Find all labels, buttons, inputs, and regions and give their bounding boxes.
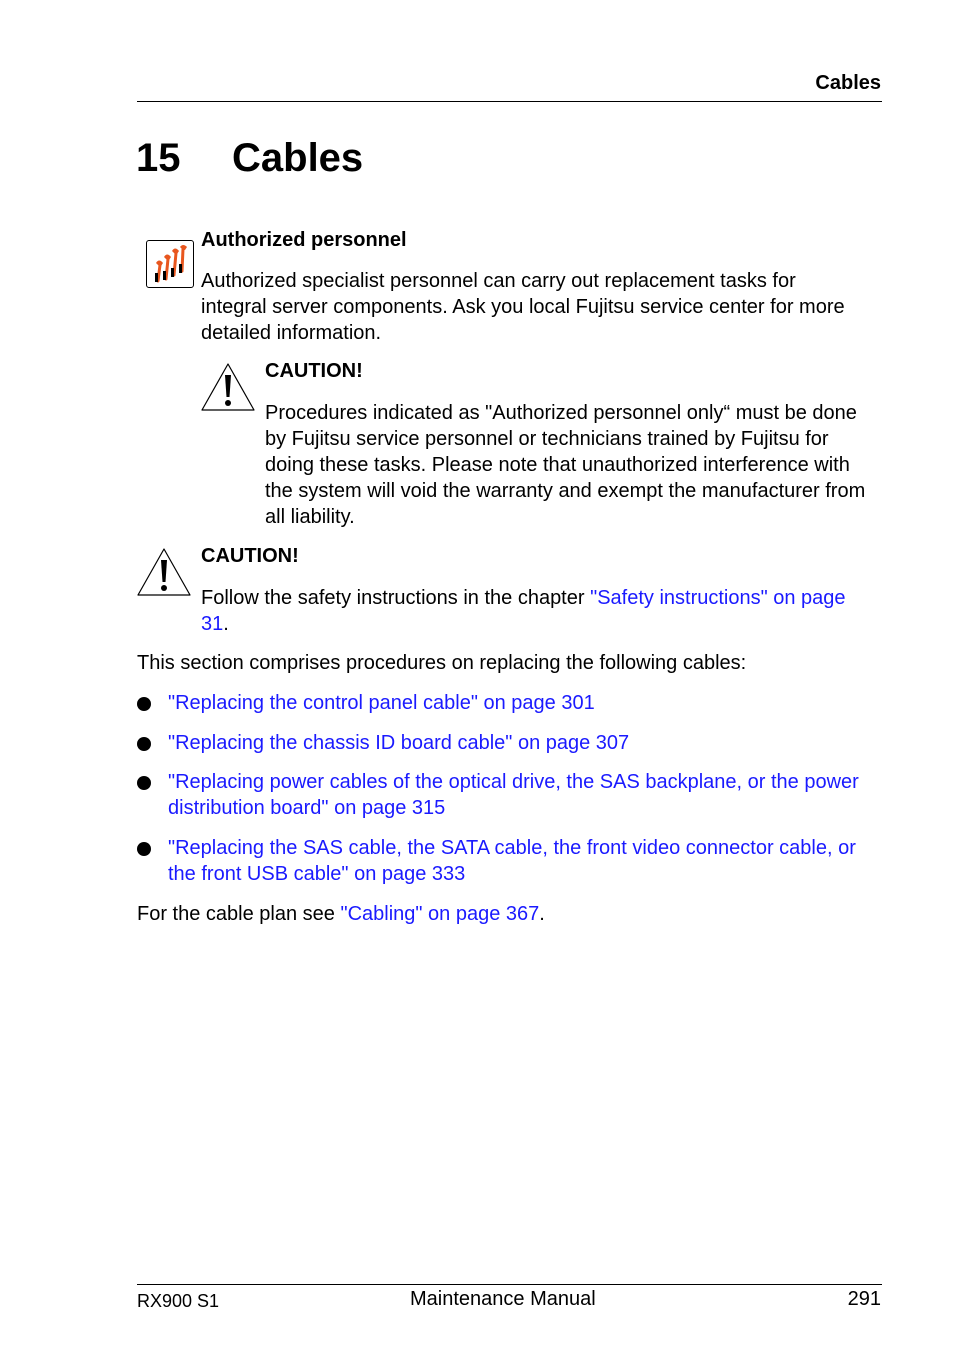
bullet-icon <box>137 842 151 856</box>
authorized-personnel-text: Authorized specialist personnel can carry out replacement tasks for integral server components. Ask you local Fujitsu service center for more detailed information. <box>201 270 845 344</box>
list-item-link[interactable]: "Replacing power cables of the optical drive, the SAS backplane, or the power distribution board" on page 315 <box>168 771 859 819</box>
chapter-heading <box>136 136 363 181</box>
list-item-link[interactable]: "Replacing the chassis ID board cable" on page 307 <box>168 732 630 754</box>
bullet-icon <box>137 737 151 751</box>
header-rule <box>137 101 882 102</box>
list-item-link[interactable]: "Replacing the SAS cable, the SATA cable, the front video connector cable, or the front USB cable" on page 333 <box>168 837 856 885</box>
caution-heading: CAUTION! <box>201 545 299 567</box>
caution-text: Procedures indicated as "Authorized personnel only“ must be done by Fujitsu service personnel or technicians trained by Fujitsu for doing these tasks. Please note that unauthorized interference with the system will void the warranty and exempt the manufacturer from all liability. <box>265 402 866 528</box>
caution-text <box>201 585 861 637</box>
bullet-icon <box>137 776 151 790</box>
warning-triangle-icon <box>199 361 257 413</box>
cable-plan-text <box>137 901 545 927</box>
bullet-icon <box>137 697 151 711</box>
caution-text-before: Follow the safety instructions in the chapter <box>201 587 591 609</box>
list-item-link[interactable]: "Replacing the control panel cable" on page 301 <box>168 692 595 714</box>
authorized-personnel-heading: Authorized personnel <box>201 229 407 251</box>
cable-plan-after: . <box>539 903 545 925</box>
cabling-link[interactable]: "Cabling" on page 367 <box>340 903 540 925</box>
chapter-title: Cables <box>232 136 364 180</box>
caution-heading: CAUTION! <box>265 360 363 382</box>
warning-triangle-icon <box>135 546 193 598</box>
safety-instructions-link[interactable]: "Safety instructions" on page 31 <box>201 587 846 635</box>
section-intro: This section comprises procedures on replacing the following cables: <box>137 652 747 674</box>
running-header-title: Cables <box>815 72 881 94</box>
footer-product: RX900 S1 <box>137 1291 220 1311</box>
wrench-tools-icon <box>146 240 194 288</box>
footer-manual-title: Maintenance Manual <box>410 1288 596 1310</box>
caution-text-after: . <box>223 613 229 635</box>
page-number: 291 <box>847 1288 881 1310</box>
cable-plan-before: For the cable plan see <box>137 903 341 925</box>
chapter-number: 15 <box>136 136 181 180</box>
footer-rule <box>137 1284 882 1285</box>
